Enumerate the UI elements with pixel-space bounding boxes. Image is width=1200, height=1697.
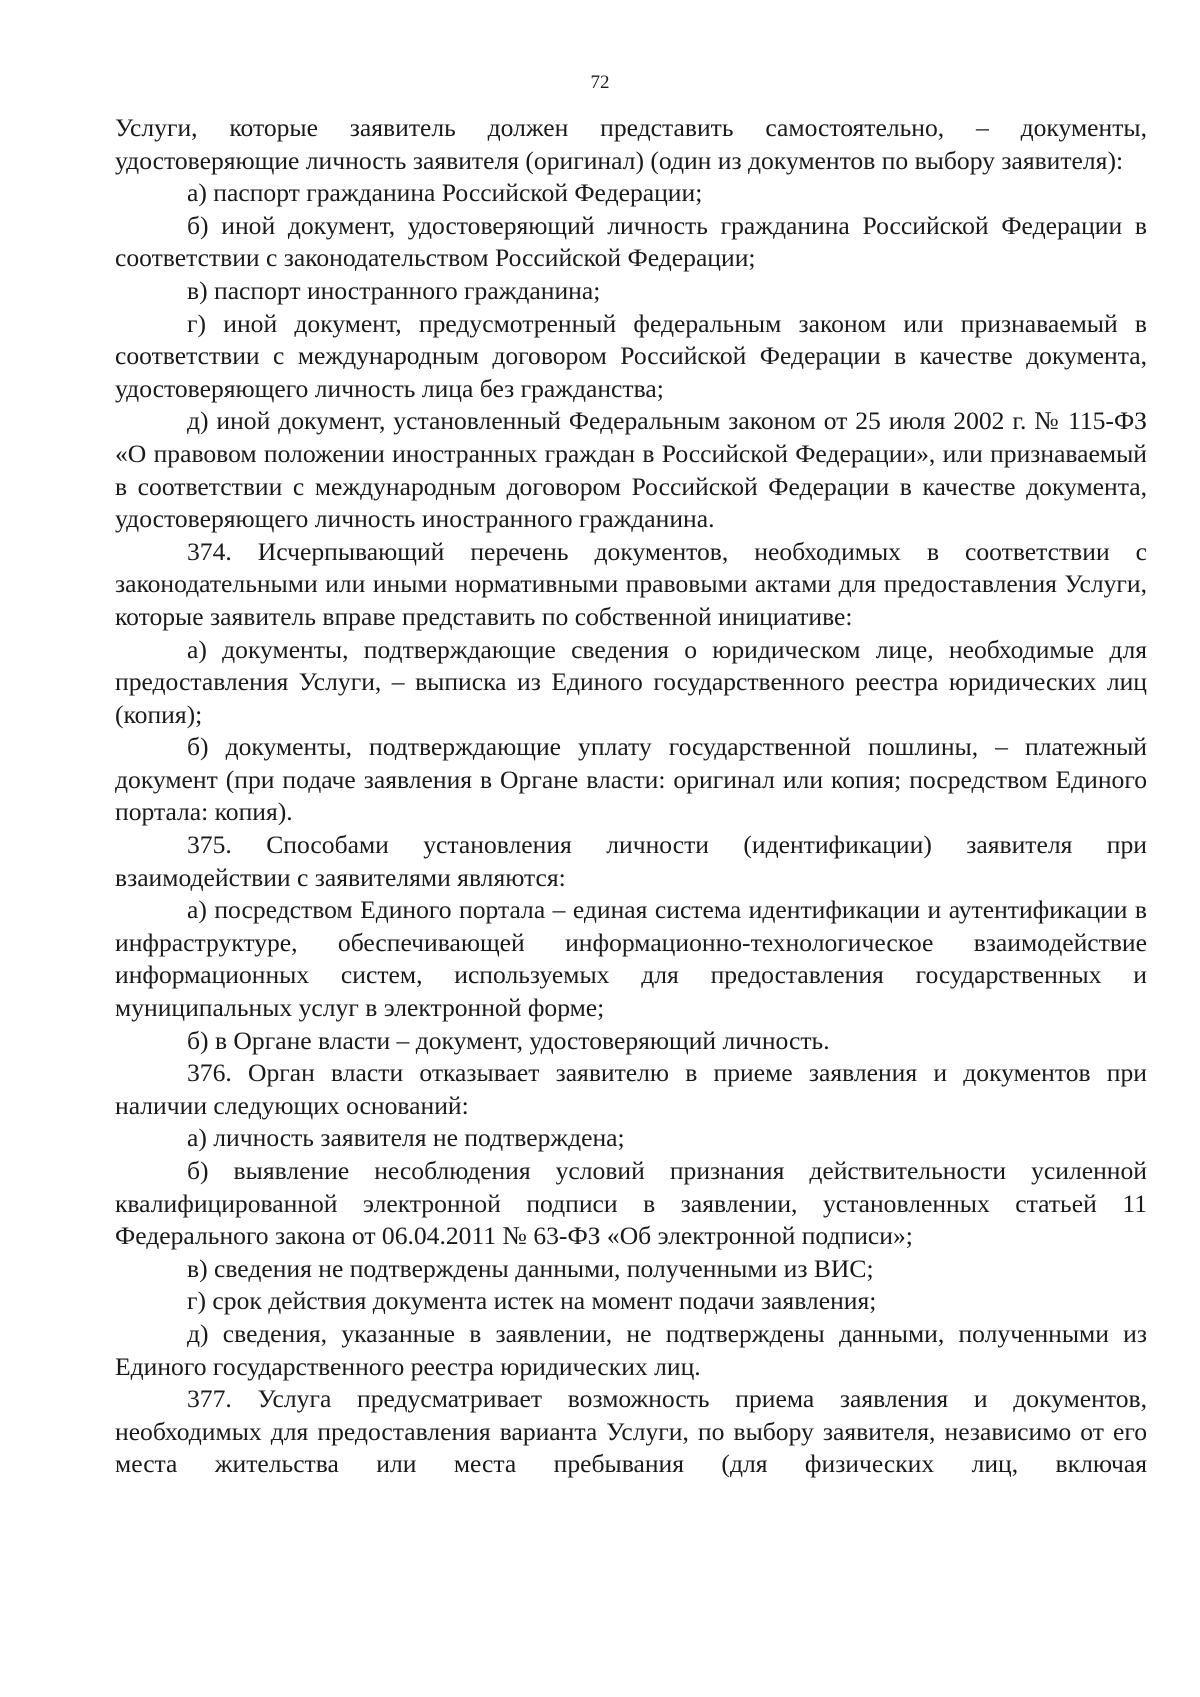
paragraph: в) сведения не подтверждены данными, полученными из ВИС; — [187, 1253, 874, 1283]
paragraph: б) выявление несоблюдения условий признания действительности усиленной квалифицированной электронной подписи в заявлении, установленных статьей 11 Федерального закона от 06.04.2011 № 63-ФЗ «Об электронной подписи»; — [115, 1156, 1147, 1251]
paragraph: в) паспорт иностранного гражданина; — [187, 275, 601, 305]
document-body — [115, 112, 1147, 1481]
paragraph: г) срок действия документа истек на момент подачи заявления; — [187, 1286, 877, 1316]
paragraph: Услуги, которые заявитель должен представить самостоятельно, – документы, удостоверяющие личность заявителя (оригинал) (один из документов по выбору заявителя): — [115, 113, 1147, 175]
paragraph: 374. Исчерпывающий перечень документов, необходимых в соответствии с законодательными или иными нормативными правовыми актами для предоставления Услуги, которые заявитель вправе представить по собственной инициативе: — [115, 536, 1147, 631]
paragraph: б) документы, подтверждающие уплату государственной пошлины, – платежный документ (при подаче заявления в Органе власти: оригинал или копия; посредством Единого портала: копия). — [115, 732, 1147, 827]
paragraph: а) личность заявителя не подтверждена; — [187, 1123, 625, 1153]
paragraph: а) паспорт гражданина Российской Федерации; — [187, 178, 703, 208]
paragraph: б) иной документ, удостоверяющий личность гражданина Российской Федерации в соответствии с законодательством Российской Федерации; — [115, 210, 1147, 273]
paragraph: д) иной документ, установленный Федеральным законом от 25 июля 2002 г. № 115-ФЗ «О правовом положении иностранных граждан в Российской Федерации», или признаваемый в соответствии с международным договором Российской Федерации в качестве документа, удостоверяющего личность иностранного гражданина. — [115, 406, 1147, 534]
page-number: 72 — [590, 72, 610, 93]
paragraph: б) в Органе власти – документ, удостоверяющий личность. — [187, 1025, 830, 1055]
paragraph: 377. Услуга предусматривает возможность приема заявления и документов, необходимых для предоставления варианта Услуги, по выбору заявителя, независимо от его места жительства или места пребывания (для физических лиц, включая — [115, 1384, 1147, 1479]
paragraph: а) посредством Единого портала – единая система идентификации и аутентификации в инфраструктуре, обеспечивающей информационно-технологическое взаимодействие информационных систем, используемых для предоставления государственных и муниципальных услуг в электронной форме; — [115, 895, 1147, 1023]
paragraph: 376. Орган власти отказывает заявителю в приеме заявления и документов при наличии следующих оснований: — [115, 1058, 1147, 1120]
paragraph: д) сведения, указанные в заявлении, не подтверждены данными, полученными из Единого государственного реестра юридических лиц. — [115, 1318, 1147, 1381]
paragraph: а) документы, подтверждающие сведения о юридическом лице, необходимые для предоставления Услуги, – выписка из Единого государственного реестра юридических лиц (копия); — [115, 634, 1147, 729]
paragraph: г) иной документ, предусмотренный федеральным законом или признаваемый в соответствии с международным договором Российской Федерации в качестве документа, удостоверяющего личность лица без гражданства; — [115, 308, 1147, 403]
paragraph: 375. Способами установления личности (идентификации) заявителя при взаимодействии с заявителями являются: — [115, 830, 1147, 892]
